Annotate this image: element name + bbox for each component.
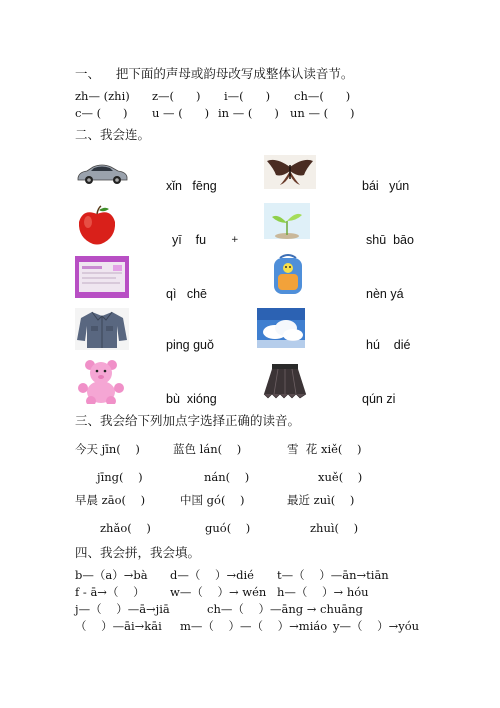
section4-heading: 四、我会拼，我会填。 xyxy=(75,545,201,560)
pinyin-right-5: qún zi xyxy=(362,392,396,406)
s1-r1-c2: z—( ) xyxy=(152,89,201,103)
pinyin-left-1: xǐn fēng xyxy=(166,179,217,193)
s4-r2-c2: w—（ ）→ wén xyxy=(170,585,267,599)
apple-picture xyxy=(75,204,119,246)
s3-r1-c3: 雪 花 xiě( ) xyxy=(287,442,362,456)
pinyin-left-4: ping guǒ xyxy=(166,338,214,352)
s3-r2-c2: nán( ) xyxy=(204,470,250,484)
s4-r2-c1: f - ā→（ ） xyxy=(75,585,145,599)
section1-heading: 一、 把下面的声母或韵母改写成整体认读音节。 xyxy=(75,66,354,81)
s3-r3-c2: 中国 gó( ) xyxy=(180,493,245,507)
pinyin-left-3: qì chē xyxy=(166,287,207,301)
s3-r3-c1: 早晨 zāo( ) xyxy=(75,493,146,507)
s1-r2-c4: un — ( ) xyxy=(290,106,355,120)
skirt-picture xyxy=(260,358,310,402)
pinyin-left-2: yī fu xyxy=(172,233,207,247)
pinyin-right-1: bái yún xyxy=(362,179,410,193)
s4-r4-c2: m—（ ）—（ ）→miáo xyxy=(180,619,328,633)
s4-r3-c1: j—（ ）—ā→jiā xyxy=(75,602,170,616)
plus-mark: + xyxy=(231,235,239,245)
s1-r1-c4: ch—( ) xyxy=(294,89,351,103)
s1-r2-c3: in — ( ) xyxy=(218,106,279,120)
s3-r4-c1: zhǎo( ) xyxy=(100,521,151,535)
jacket-picture xyxy=(75,308,129,350)
sprout-picture xyxy=(264,203,310,239)
s1-r2-c2: u — ( ) xyxy=(152,106,210,120)
s1-r1-c1: zh— (zhi) xyxy=(75,89,130,103)
section2-heading: 二、我会连。 xyxy=(75,127,151,142)
clouds-picture xyxy=(257,308,305,348)
s4-r4-c3: y—（ ）→yóu xyxy=(333,619,420,633)
s3-r1-c1: 今天 jīn( ) xyxy=(75,442,140,456)
s3-r2-c3: xuě( ) xyxy=(318,470,363,484)
s4-r2-c3: h—（ ）→ hóu xyxy=(277,585,369,599)
s3-r3-c3: 最近 zuì( ) xyxy=(287,493,355,507)
purple-card-picture xyxy=(75,256,129,298)
butterfly-picture xyxy=(264,155,316,189)
s3-r1-c2: 蓝色 lán( ) xyxy=(173,442,242,456)
s3-r4-c2: guó( ) xyxy=(205,521,251,535)
s3-r4-c3: zhuì( ) xyxy=(310,521,359,535)
teddy-bear-picture xyxy=(75,358,127,404)
pinyin-right-2: shū bāo xyxy=(366,233,414,247)
car-picture xyxy=(75,160,129,186)
section3-heading: 三、我会给下列加点字选择正确的读音。 xyxy=(75,413,301,428)
backpack-picture xyxy=(266,252,310,298)
pinyin-right-4: hú dié xyxy=(366,338,411,352)
s1-r1-c3: i—( ) xyxy=(224,89,271,103)
s4-r1-c1: b—（a）→bà xyxy=(75,568,148,582)
s4-r4-c1: （ ）—āi→kāi xyxy=(75,619,162,633)
s1-r2-c1: c— ( ) xyxy=(75,106,128,120)
s4-r1-c3: t—（ ）—ān→tiān xyxy=(277,568,389,582)
pinyin-left-5: bù xióng xyxy=(166,392,217,406)
s4-r3-c2: ch—（ ）—āng → chuāng xyxy=(207,602,363,616)
s4-r1-c2: d—（ ）→dié xyxy=(170,568,254,582)
pinyin-right-3: nèn yá xyxy=(366,287,404,301)
s3-r2-c1: jīng( ) xyxy=(97,470,143,484)
